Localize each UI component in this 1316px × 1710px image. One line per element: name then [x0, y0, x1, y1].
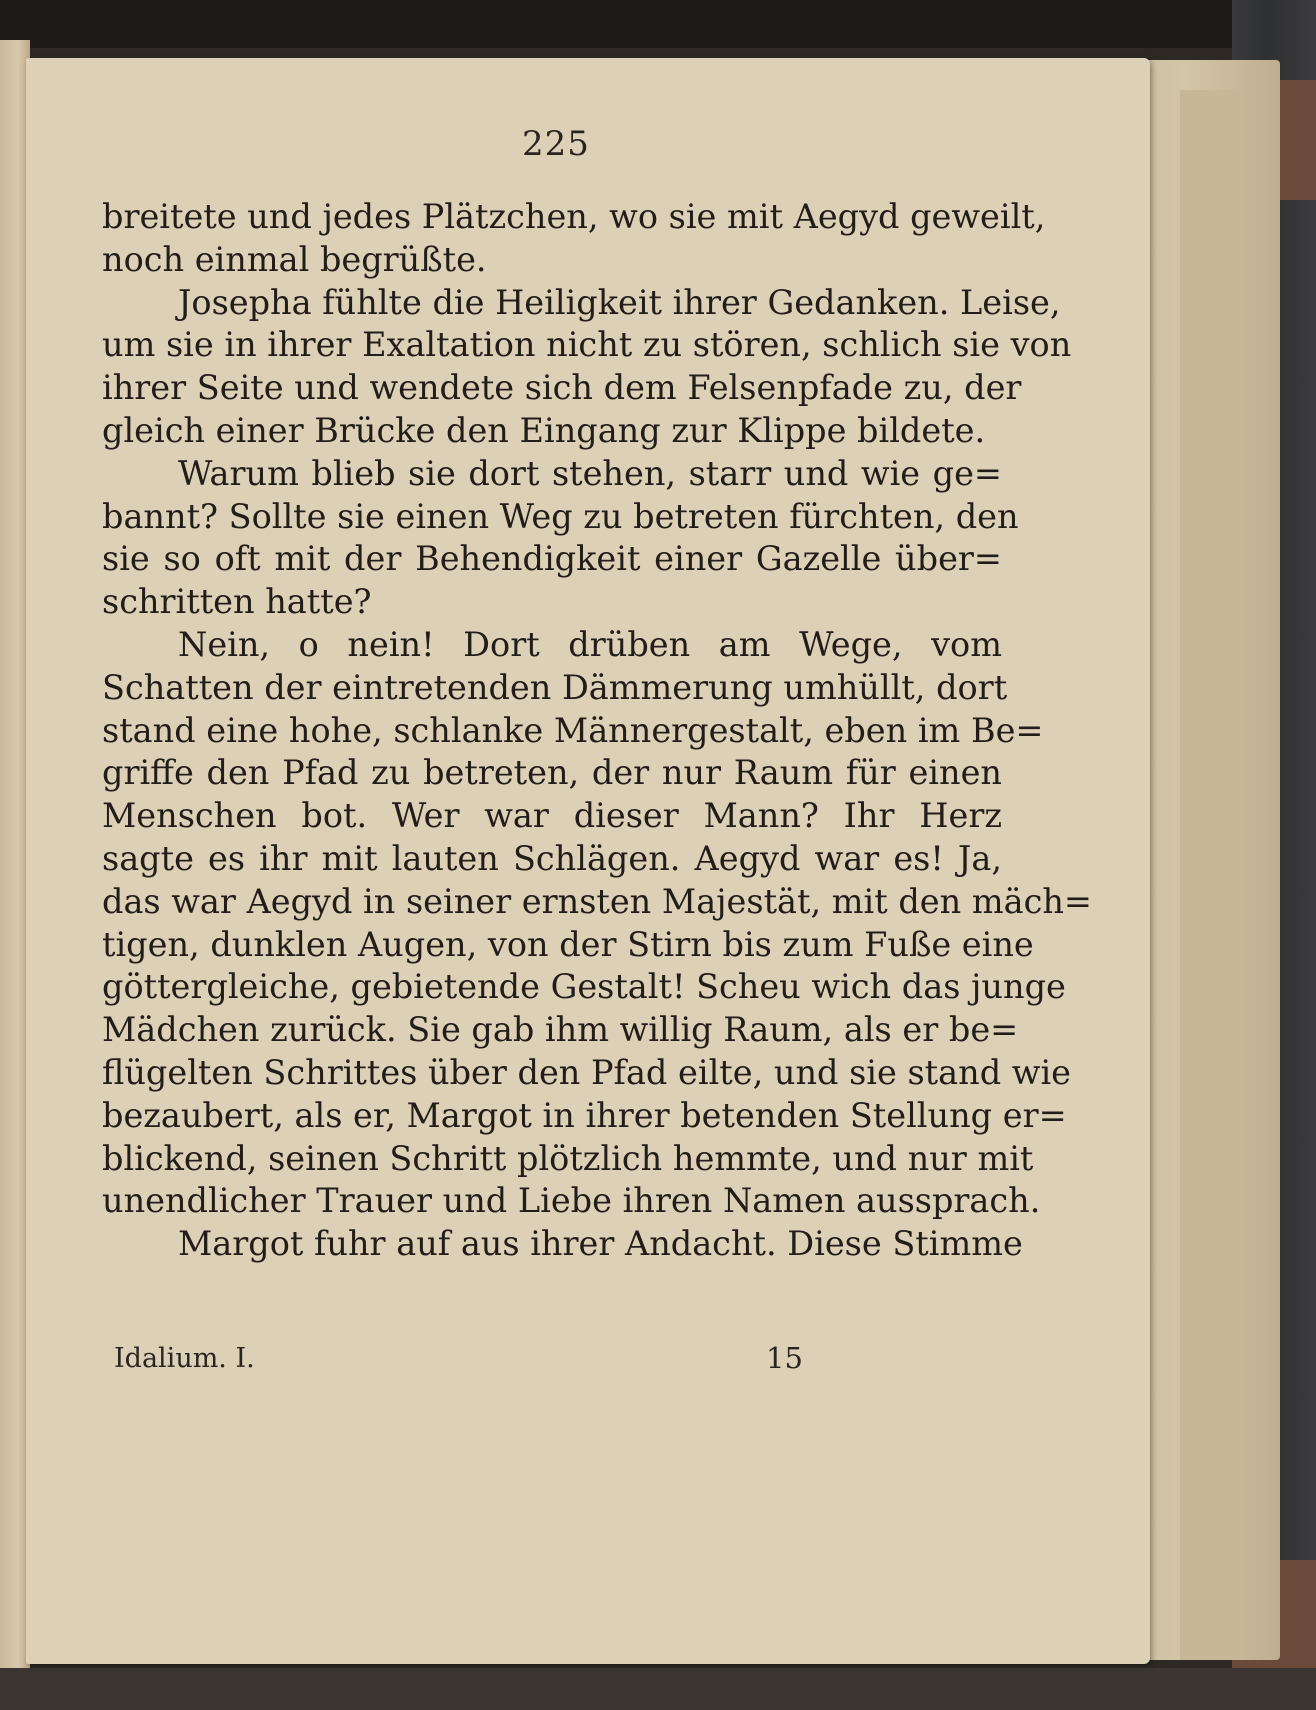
- text-line: um sie in ihrer Exaltation nicht zu stören, schlich sie von: [102, 325, 1072, 365]
- text-line: griffe den Pfad zu betreten, der nur Raum für einen: [102, 753, 1002, 793]
- text-line: bannt? Sollte sie einen Weg zu betreten fürchten, den: [102, 496, 1019, 536]
- book-cover-top-edge: [0, 0, 1316, 48]
- text-line: schritten hatte?: [102, 582, 372, 622]
- text-line: sagte es ihr mit lauten Schlägen. Aegyd war es! Ja,: [102, 838, 1002, 878]
- text-line: blickend, seinen Schritt plötzlich hemmte, und nur mit: [102, 1138, 1034, 1178]
- text-line: Nein, o nein! Dort drüben am Wege, vom: [178, 624, 1002, 664]
- page-number: 225: [522, 124, 590, 164]
- text-line: Menschen bot. Wer war dieser Mann? Ihr Herz: [102, 796, 1002, 836]
- signature-mark-number: 15: [766, 1341, 803, 1375]
- text-line: Mädchen zurück. Sie gab ihm willig Raum, als er be=: [102, 1010, 1019, 1050]
- text-line: gleich einer Brücke den Eingang zur Klippe bildete.: [102, 410, 986, 450]
- signature-mark-title: Idalium. I.: [114, 1343, 255, 1374]
- book-page: [26, 58, 1150, 1664]
- text-line: Margot fuhr auf aus ihrer Andacht. Diese Stimme: [178, 1224, 1023, 1264]
- book-cover-bottom-edge: [0, 1668, 1316, 1710]
- text-line: Josepha fühlte die Heiligkeit ihrer Gedanken. Leise,: [178, 282, 1061, 322]
- body-text: [102, 196, 1093, 1266]
- text-line: göttergleiche, gebietende Gestalt! Scheu wich das junge: [102, 967, 1066, 1007]
- underlying-page-edge: [1180, 90, 1240, 1660]
- text-line: tigen, dunklen Augen, von der Stirn bis zum Fuße eine: [102, 924, 1034, 964]
- text-line: breitete und jedes Plätzchen, wo sie mit Aegyd geweilt,: [102, 197, 1046, 236]
- text-line: unendlicher Trauer und Liebe ihren Namen aussprach.: [102, 1181, 1041, 1221]
- text-line: das war Aegyd in seiner ernsten Majestät, mit den mäch=: [102, 881, 1093, 921]
- text-line: ihrer Seite und wendete sich dem Felsenpfade zu, der: [102, 368, 1022, 408]
- text-line: stand eine hohe, schlanke Männergestalt, eben im Be=: [102, 710, 1044, 750]
- text-line: flügelten Schrittes über den Pfad eilte, und sie stand wie: [102, 1052, 1071, 1092]
- text-line: Schatten der eintretenden Dämmerung umhüllt, dort: [102, 667, 1008, 707]
- text-line: Warum blieb sie dort stehen, starr und wie ge=: [178, 453, 1002, 493]
- text-line: sie so oft mit der Behendigkeit einer Gazelle über=: [102, 539, 1002, 579]
- text-line: noch einmal begrüßte.: [102, 239, 487, 279]
- text-line: bezaubert, als er, Margot in ihrer betenden Stellung er=: [102, 1095, 1067, 1135]
